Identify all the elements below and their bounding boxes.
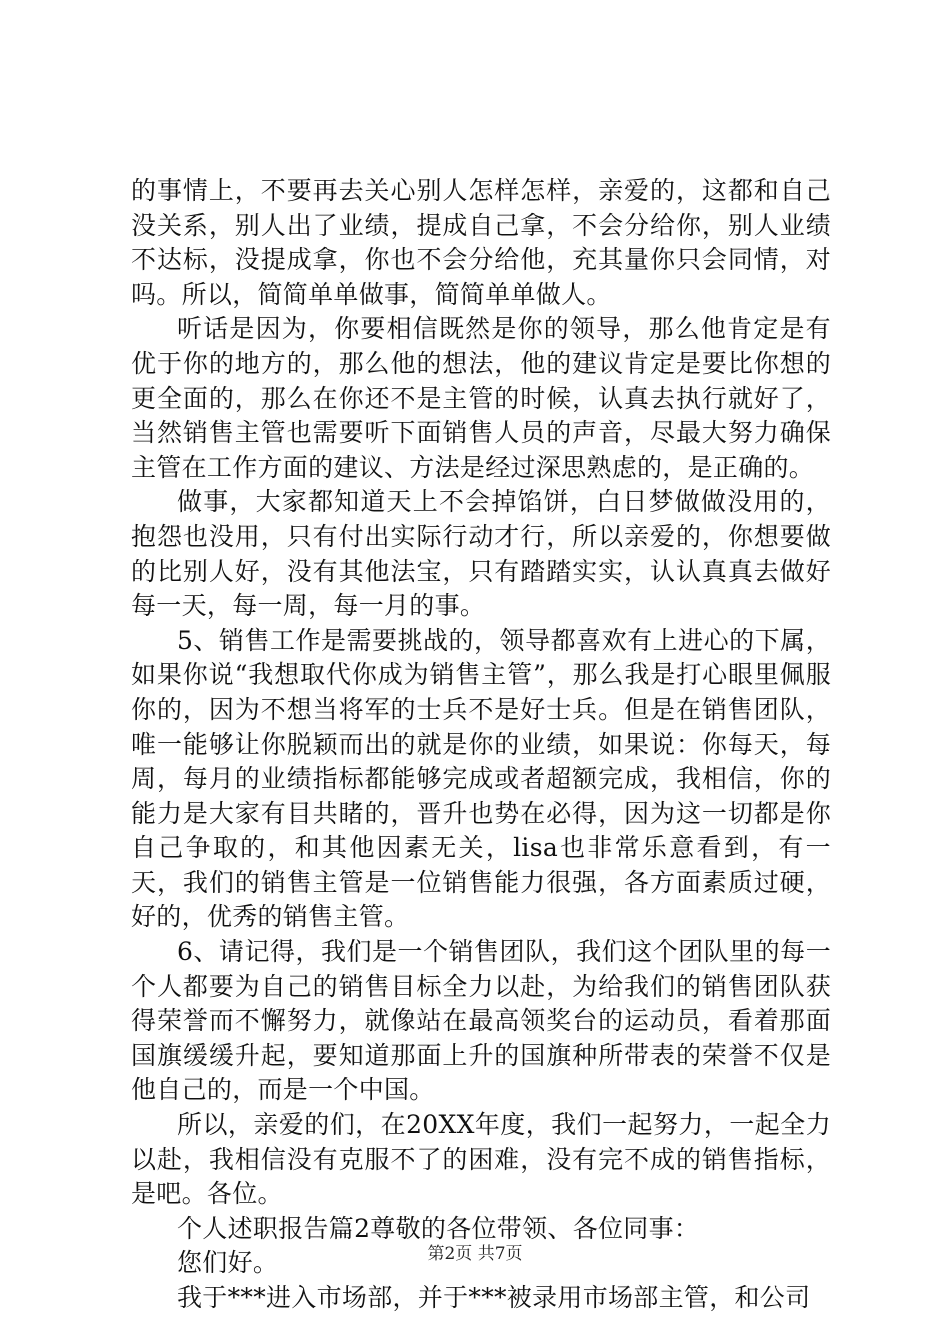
paragraph-9: 我于***进入市场部，并于***被录用市场部主管，和公司 — [177, 1283, 811, 1312]
paragraph-3: 做事，大家都知道天上不会掉馅饼，白日梦做做没用的，抱怨也没用，只有付出实际行动才行，所以亲爱的，你想要做的比别人好，没有其他法宝，只有踏踏实实，认认真真去做好每一天，每一周，每一月的事。 — [131, 487, 831, 621]
paragraph-6: 所以，亲爱的们，在20XX年度，我们一起努力，一起全力以赴，我相信没有克服不了的困难，没有完不成的销售指标，是吧。各位。 — [131, 1110, 831, 1209]
page-number-footer: 第2页 共7页 — [427, 1244, 523, 1264]
paragraph-2: 听话是因为，你要相信既然是你的领导，那么他肯定是有优于你的地方的，那么他的想法，他的建议肯定是要比你想的更全面的，那么在你还不是主管的时候，认真去执行就好了，当然销售主管也需要听下面销售人员的声音，尽最大努力确保主管在工作方面的建议、方法是经过深思熟虑的，是正确的。 — [131, 314, 831, 482]
document-body — [131, 174, 831, 1316]
paragraph-8: 您们好。 — [177, 1248, 279, 1278]
paragraph-7: 个人述职报告篇2尊敬的各位带领、各位同事： — [177, 1213, 700, 1243]
paragraph-4: 5、销售工作是需要挑战的，领导都喜欢有上进心的下属，如果你说“我想取代你成为销售主管”，那么我是打心眼里佩服你的，因为不想当将军的士兵不是好士兵。但是在销售团队，唯一能够让你脱颖而出的就是你的业绩，如果说：你每天，每周，每月的业绩指标都能够完成或者超额完成，我相信，你的能力是大家有目共睹的，晋升也势在必得，因为这一切都是你自己争取的，和其他因素无关，lisa也非常乐意看到，有一天，我们的销售主管是一位销售能力很强，各方面素质过硬，好的，优秀的销售主管。 — [131, 625, 831, 932]
paragraph-5: 6、请记得，我们是一个销售团队，我们这个团队里的每一个人都要为自己的销售目标全力以赴，为给我们的销售团队获得荣誉而不懈努力，就像站在最高领奖台的运动员，看着那面国旗缓缓升起，要知道那面上升的国旗种所带表的荣誉不仅是他自己的，而是一个中国。 — [131, 937, 831, 1105]
paragraph-1: 的事情上，不要再去关心别人怎样怎样，亲爱的，这都和自己没关系，别人出了业绩，提成自己拿，不会分给你，别人业绩不达标，没提成拿，你也不会分给他，充其量你只会同情，对吗。所以，简简单单做事，简简单单做人。 — [131, 176, 831, 309]
